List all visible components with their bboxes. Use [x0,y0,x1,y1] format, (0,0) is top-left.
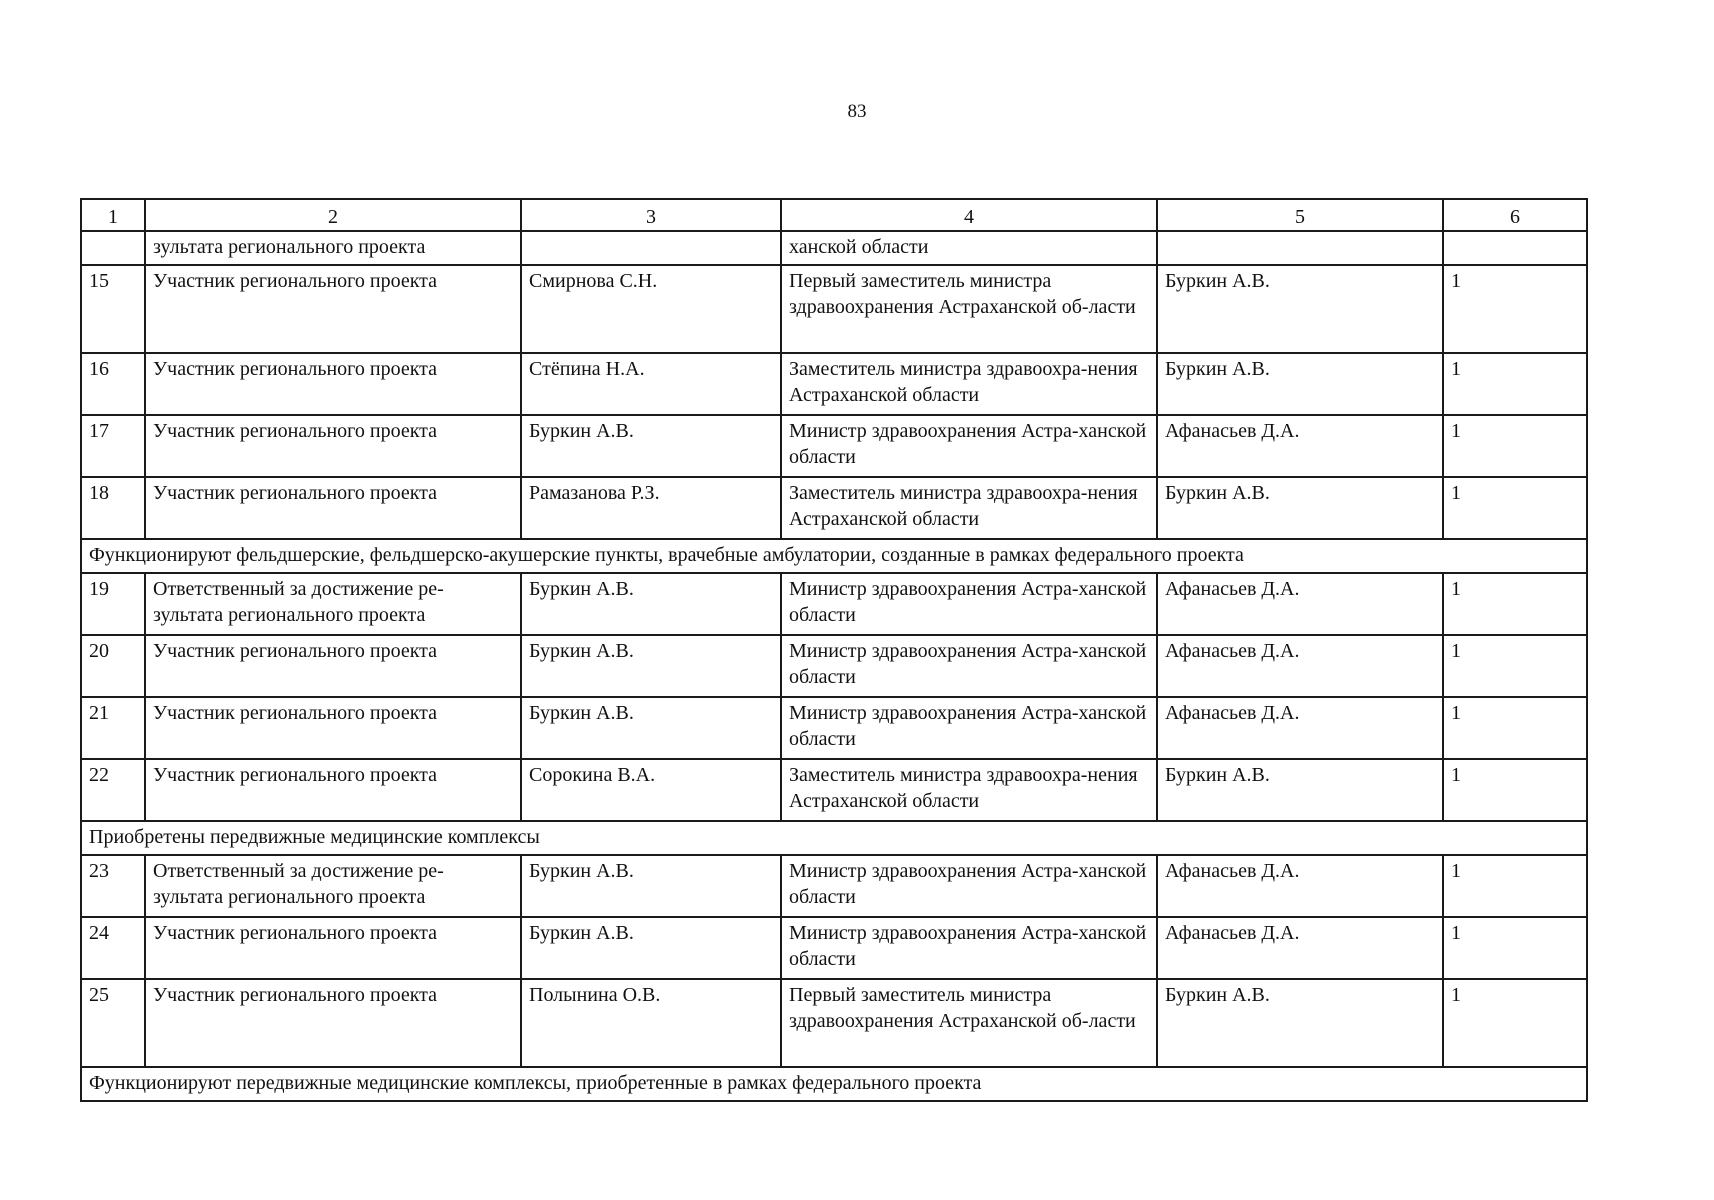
cell-num: 19 [81,573,145,635]
cell-share: 1 [1443,265,1587,353]
cell-supervisor: Афанасьев Д.А. [1157,573,1443,635]
page-number: 83 [847,101,867,122]
table-row [81,573,1587,635]
cell-share [1443,231,1587,265]
cell-supervisor: Афанасьев Д.А. [1157,855,1443,917]
cell-position: Министр здравоохранения Астра-ханской области [781,697,1157,759]
cell-name: Смирнова С.Н. [521,265,781,353]
table-row [81,697,1587,759]
cell-num: 23 [81,855,145,917]
cell-share: 1 [1443,415,1587,477]
header-cell: 6 [1443,199,1587,231]
cell-supervisor: Афанасьев Д.А. [1157,415,1443,477]
cell-num: 20 [81,635,145,697]
header-cell: 3 [521,199,781,231]
cell-num: 24 [81,917,145,979]
cell-supervisor: Афанасьев Д.А. [1157,635,1443,697]
cell-name: Буркин А.В. [521,415,781,477]
cell-name [521,231,781,265]
table-row [81,635,1587,697]
cell-supervisor: Буркин А.В. [1157,265,1443,353]
cell-role: Ответственный за достижение ре-зультата регионального проекта [145,573,521,635]
cell-position: Министр здравоохранения Астра-ханской области [781,635,1157,697]
cell-num: 17 [81,415,145,477]
cell-share: 1 [1443,635,1587,697]
cell-num: 15 [81,265,145,353]
cell-position: Министр здравоохранения Астра-ханской области [781,415,1157,477]
cell-num [81,231,145,265]
cell-num: 18 [81,477,145,539]
section-row [81,1067,1587,1101]
section-title: Приобретены передвижные медицинские комплексы [81,821,1587,855]
cell-supervisor: Афанасьев Д.А. [1157,697,1443,759]
table-row [81,415,1587,477]
cell-role: Участник регионального проекта [145,979,521,1067]
cell-role: Участник регионального проекта [145,917,521,979]
cell-name: Полынина О.В. [521,979,781,1067]
cell-share: 1 [1443,697,1587,759]
cell-position: ханской области [781,231,1157,265]
header-cell: 1 [81,199,145,231]
cell-position: Первый заместитель министра здравоохранения Астраханской об-ласти [781,265,1157,353]
cell-name: Рамазанова Р.З. [521,477,781,539]
table-row [81,353,1587,415]
cell-role: Участник регионального проекта [145,415,521,477]
cell-name: Буркин А.В. [521,573,781,635]
cell-role: Участник регионального проекта [145,477,521,539]
table-row [81,917,1587,979]
cell-supervisor [1157,231,1443,265]
cell-num: 25 [81,979,145,1067]
header-cell: 4 [781,199,1157,231]
cell-name: Буркин А.В. [521,855,781,917]
table-row [81,855,1587,917]
section-row [81,539,1587,573]
cell-name: Буркин А.В. [521,635,781,697]
cell-name: Стёпина Н.А. [521,353,781,415]
cell-role: Участник регионального проекта [145,759,521,821]
cell-num: 16 [81,353,145,415]
header-row [81,199,1587,231]
section-title: Функционируют фельдшерские, фельдшерско-акушерские пункты, врачебные амбулатории, созданные в рамках федерального проекта [81,539,1587,573]
cell-name: Сорокина В.А. [521,759,781,821]
cell-position: Заместитель министра здравоохра-нения Астраханской области [781,759,1157,821]
cell-name: Буркин А.В. [521,697,781,759]
cell-supervisor: Афанасьев Д.А. [1157,917,1443,979]
cell-role: Ответственный за достижение ре-зультата регионального проекта [145,855,521,917]
header-cell: 5 [1157,199,1443,231]
cell-role: Участник регионального проекта [145,265,521,353]
cell-name: Буркин А.В. [521,917,781,979]
cell-supervisor: Буркин А.В. [1157,477,1443,539]
table-row [81,979,1587,1067]
cell-num: 22 [81,759,145,821]
cell-share: 1 [1443,979,1587,1067]
cell-share: 1 [1443,353,1587,415]
table-body [81,231,1587,1101]
cell-position: Министр здравоохранения Астра-ханской области [781,573,1157,635]
cell-share: 1 [1443,477,1587,539]
section-row [81,821,1587,855]
cell-supervisor: Буркин А.В. [1157,353,1443,415]
cell-role: Участник регионального проекта [145,353,521,415]
table-row [81,477,1587,539]
cell-position: Министр здравоохранения Астра-ханской области [781,855,1157,917]
header-cell: 2 [145,199,521,231]
cell-role: зультата регионального проекта [145,231,521,265]
table-row [81,759,1587,821]
cell-share: 1 [1443,917,1587,979]
cell-position: Первый заместитель министра здравоохранения Астраханской об-ласти [781,979,1157,1067]
cell-share: 1 [1443,855,1587,917]
table-row [81,265,1587,353]
cell-role: Участник регионального проекта [145,697,521,759]
participants-table [80,198,1588,1102]
cell-supervisor: Буркин А.В. [1157,979,1443,1067]
cell-num: 21 [81,697,145,759]
continuation-row [81,231,1587,265]
cell-role: Участник регионального проекта [145,635,521,697]
cell-share: 1 [1443,759,1587,821]
cell-position: Заместитель министра здравоохра-нения Астраханской области [781,353,1157,415]
cell-supervisor: Буркин А.В. [1157,759,1443,821]
section-title: Функционируют передвижные медицинские комплексы, приобретенные в рамках федерального проекта [81,1067,1587,1101]
cell-position: Министр здравоохранения Астра-ханской области [781,917,1157,979]
cell-position: Заместитель министра здравоохра-нения Астраханской области [781,477,1157,539]
cell-share: 1 [1443,573,1587,635]
